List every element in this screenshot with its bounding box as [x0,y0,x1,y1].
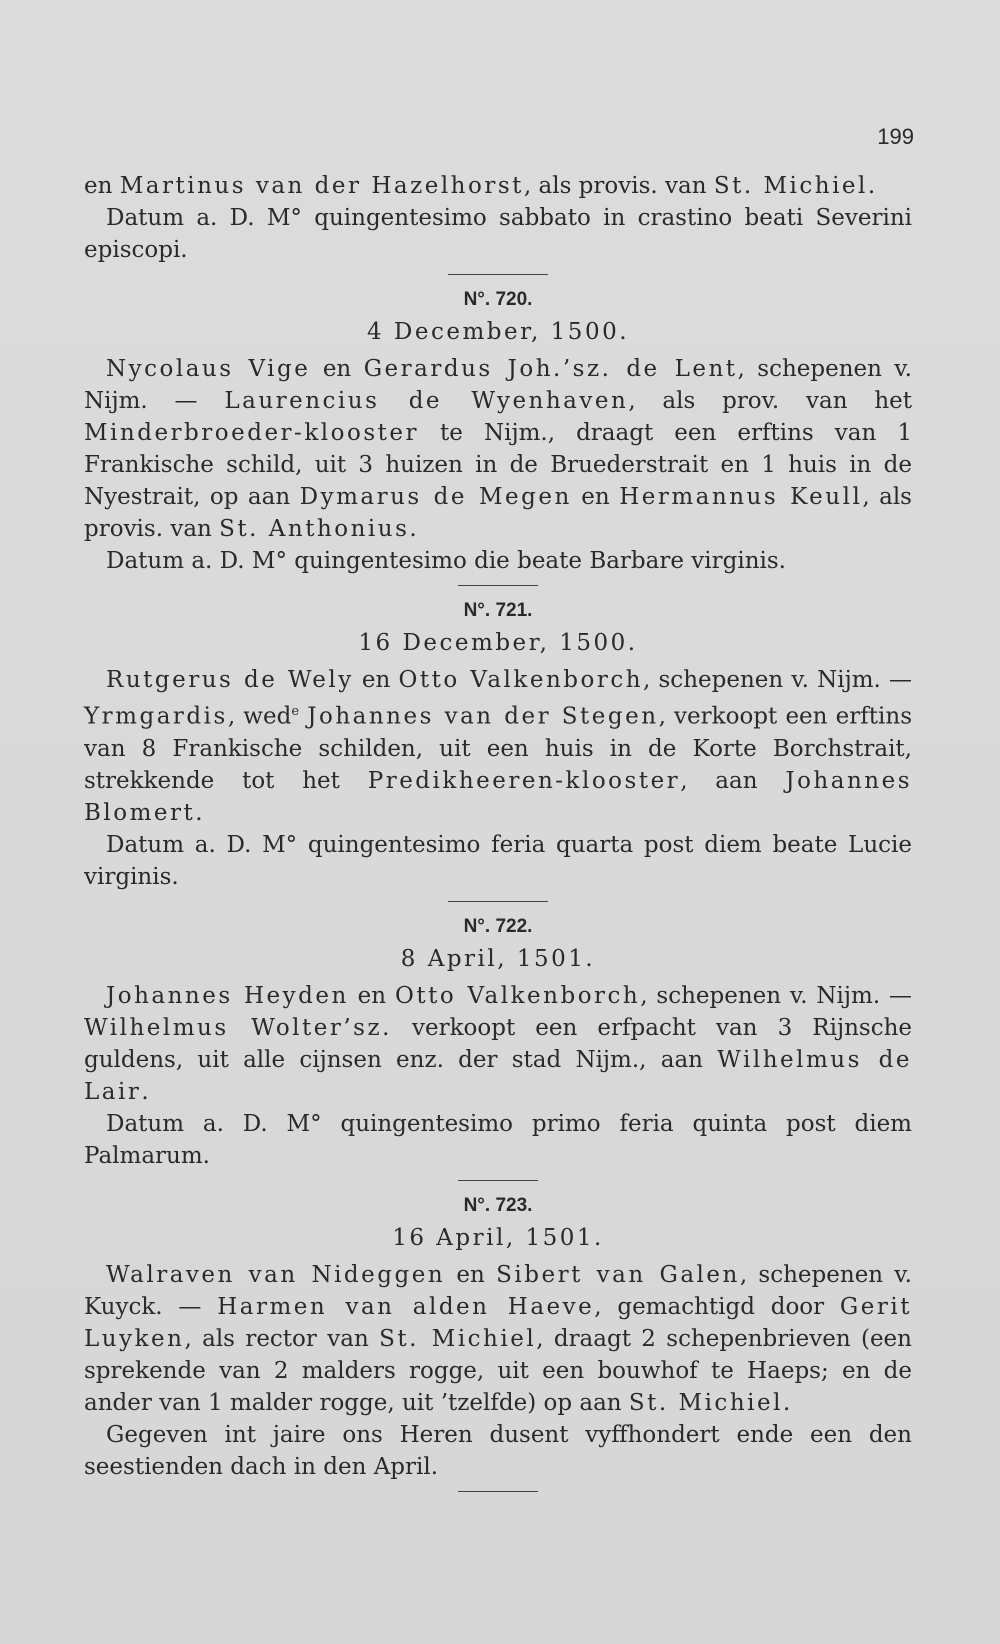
entry-date: 16 April, 1501. [392,1224,604,1251]
text-run: . [782,1389,791,1416]
entry-date: 8 April, 1501. [400,945,596,972]
person-name: Rutgerus de Wely [106,667,354,693]
text-run: en [84,173,120,199]
text-run: . [141,1078,149,1105]
text-run: . [409,516,417,542]
text-run: , schepenen v. Nijm. — [84,356,912,414]
person-name: Yrmgardis [84,703,228,730]
text-run: en [571,484,620,510]
page-body [84,170,912,1502]
person-name: Walraven van Nideggen [106,1261,446,1288]
person-name: Wilhelmus de Lair [84,1046,912,1105]
person-name: Gerit Luyken [84,1293,912,1352]
person-name: Nycolaus Vige [106,356,311,382]
text-run: en [310,356,364,382]
entry-paragraph [84,980,912,1108]
entry-paragraph [84,1259,912,1419]
text-run: , draagt 2 schepenbrieven (een sprekende van 2 malders rogge, uit een bouwhof te Haeps; en de ander van 1 malder rogge, uit ’tzelfde) op aan [84,1325,912,1416]
section-rule [458,1180,538,1181]
continuation-paragraph: en Martinus van der Hazelhorst, als provis. van St. Michiel. [84,173,876,199]
text-run: en [445,1261,497,1288]
person-name: Hermannus Keull [619,484,863,510]
datum-line: Datum a. D. M° quingentesimo primo feria quinta post diem Palmarum. [84,1110,912,1169]
section-rule [448,274,548,275]
institution-name: St. Michiel [379,1325,537,1352]
entry-date: 4 December, 1500. [366,319,630,345]
text-run: , gemachtigd door [594,1293,840,1320]
text-run: , verkoopt een erftins van 8 Frankische schilden, uit een huis in de Korte Borchstrait, strekkende tot het [84,703,913,794]
entry-paragraph [84,664,912,829]
institution-name: Minderbroeder-klooster [84,420,419,446]
person-name: Otto Valkenborch [394,982,641,1009]
text-run: , aan [680,767,786,794]
institution-name: St. Michiel [628,1389,783,1416]
text-run: , schepenen v. Nijm. — [640,982,913,1009]
person-name: Laurencius de Wyenhaven [224,388,629,414]
text-run: verkoopt een erfpacht van 3 Rijnsche guldens, uit alle cijnsen enz. der stad Nijm., aan [84,1014,913,1073]
text-run: , als prov. van het [628,388,913,414]
section-rule [448,901,548,902]
person-name: Johannes van der Stegen [307,703,659,730]
text-run: en [348,982,395,1009]
entry-number: N°. 723. [463,1194,533,1216]
gegeven-line: Gegeven int jaire ons Heren dusent vyffhondert ende een den seestienden dach in den April. [84,1421,912,1480]
entry-number: N°. 720. [463,289,533,310]
datum-line: Datum a. D. M° quingentesimo feria quarta post diem beate Lucie virginis. [84,831,912,890]
text-run: , als rector van [184,1325,380,1352]
person-name: Wilhelmus Wolter’sz. [84,1014,392,1041]
person-name: Sibert van Galen [496,1261,740,1288]
text-run: , als provis. van [523,173,714,199]
text-run: , als provis. van [84,484,912,542]
institution-name: St. Michiel [713,173,868,199]
datum-line: Datum a. D. M° quingentesimo die beate Barbare virginis. [106,548,786,574]
person-name: Gerardus Joh.’sz. de Lent [363,356,738,382]
text-run: , wed [227,703,292,730]
person-name: Johannes Blomert [84,767,912,826]
entry-number: N°. 721. [463,600,533,621]
text-run: , schepenen v. Nijm. — [643,667,912,693]
person-name: Johannes Heyden [106,982,349,1009]
entry-paragraph [84,353,912,545]
institution-name: Predikheeren-klooster [367,767,681,794]
text-run: en [353,667,399,693]
text-run: . [195,799,203,826]
page-number: 199 [877,124,914,149]
entry-number: N°. 722. [463,915,533,937]
section-rule [458,1491,538,1492]
superscript: e [291,704,300,719]
text-run: te Nijm., draagt een erftins van 1 Frankische schild, uit 3 huizen in de Bruederstrait en 1 huis in de Nyestrait, op aan [84,420,912,510]
section-rule [458,585,538,586]
person-name: Dymarus de Megen [299,484,572,510]
entry-date: 16 December, 1500. [358,630,638,656]
datum-line: Datum a. D. M° quingentesimo sabbato in crastino beati Severini episcopi. [84,205,912,263]
person-name: Martinus van der Hazelhorst [119,173,524,199]
text-run: , schepenen v. Kuyck. — [84,1261,912,1320]
person-name: Otto Valkenborch [398,667,644,693]
institution-name: St. Anthonius [219,516,410,542]
person-name: Harmen van alden Haeve [217,1293,595,1320]
